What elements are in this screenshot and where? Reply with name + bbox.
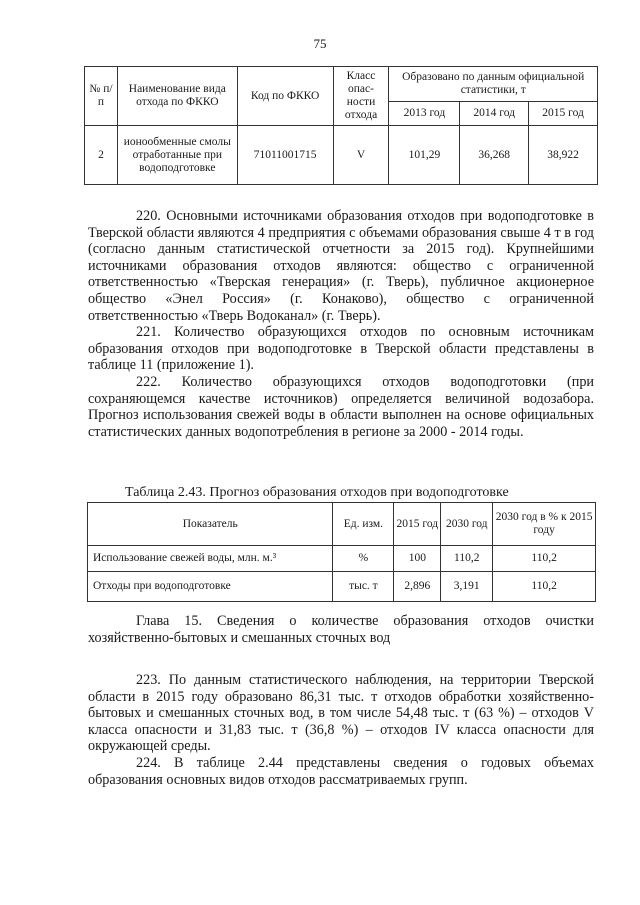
header-class: Класс опас-ности отхода: [333, 67, 389, 126]
paragraph-221: 221. Количество образующихся отходов по основным источникам образования отходов при водоподготовке в Тверской области представлены в таблице 11 (приложение 1).: [88, 324, 594, 374]
cell-percent: 110,2: [493, 572, 596, 602]
paragraph-222: 222. Количество образующихся отходов водоподготовки (при сохраняющемся качестве источников) определяется величиной водозабора. Прогноз использования свежей воды в области выполнен на основе официальных статистических данных водопотребления в регионе за 2000 - 2014 годы.: [88, 373, 594, 440]
forecast-table: [87, 502, 596, 602]
chapter-heading: Глава 15. Сведения о количестве образования отходов очистки хозяйственно-бытовых и смешанных сточных вод: [88, 613, 594, 646]
header-2015: 2015 год: [394, 503, 441, 546]
cell-2030: 110,2: [441, 546, 493, 572]
header-unit: Ед. изм.: [333, 503, 394, 546]
header-2014: 2014 год: [460, 102, 529, 126]
table-row: [88, 546, 596, 572]
header-2015: 2015 год: [529, 102, 598, 126]
header-percent: 2030 год в % к 2015 году: [493, 503, 596, 546]
page-number: 75: [313, 36, 327, 51]
waste-table: [84, 66, 598, 185]
header-formed: Образовано по данным официальной статистики, т: [389, 67, 598, 102]
paragraph-224: 224. В таблице 2.44 представлены сведения о годовых объемах образования основных видов отходов рассматриваемых групп.: [88, 754, 594, 788]
paragraph-223: 223. По данным статистического наблюдения, на территории Тверской области в 2015 году образовано 86,31 тыс. т отходов обработки хозяйственно-бытовых и смешанных сточных вод, в том числе 54,48 тыс. т (63 %) – отходов V класса опасности и 31,83 тыс. т (36,8 %) – отходов IV класса опасности для окружающей среды.: [88, 672, 594, 755]
cell-unit: тыс. т: [333, 572, 394, 602]
table-row: [88, 572, 596, 602]
cell-indicator: Отходы при водоподготовке: [88, 572, 333, 602]
cell-2015: 2,896: [394, 572, 441, 602]
table-caption: Таблица 2.43. Прогноз образования отходов при водоподготовке: [125, 485, 509, 500]
header-name: Наименование вида отхода по ФККО: [117, 67, 237, 126]
cell-num: 2: [85, 126, 118, 185]
header-indicator: Показатель: [88, 503, 333, 546]
header-code: Код по ФККО: [237, 67, 333, 126]
cell-class: V: [333, 126, 389, 185]
cell-2014: 36,268: [460, 126, 529, 185]
text-block-2: [88, 672, 594, 788]
cell-name: ионообменные смолы отработанные при водоподготовке: [117, 126, 237, 185]
cell-code: 71011001715: [237, 126, 333, 185]
header-num: № п/п: [85, 67, 118, 126]
cell-2015: 38,922: [529, 126, 598, 185]
cell-2030: 3,191: [441, 572, 493, 602]
cell-indicator: Использование свежей воды, млн. м.³: [88, 546, 333, 572]
cell-2015: 100: [394, 546, 441, 572]
cell-2013: 101,29: [389, 126, 460, 185]
text-block-1: [88, 208, 594, 440]
header-2013: 2013 год: [389, 102, 460, 126]
paragraph-220: 220. Основными источниками образования отходов при водоподготовке в Тверской области являются 4 предприятия с объемами образования свыше 4 т в год (согласно данным статистической отчетности за 2015 год). Крупнейшими источниками образования отходов являются: общество с ограниченной ответственностью «Тверская генерация» (г. Тверь), публичное акционерное общество «Энел Россия» (г. Конаково), общество с ограниченной ответственностью «Тверь Водоканал» (г. Тверь).: [88, 208, 594, 324]
cell-percent: 110,2: [493, 546, 596, 572]
header-2030: 2030 год: [441, 503, 493, 546]
cell-unit: %: [333, 546, 394, 572]
table-row: [85, 126, 598, 185]
